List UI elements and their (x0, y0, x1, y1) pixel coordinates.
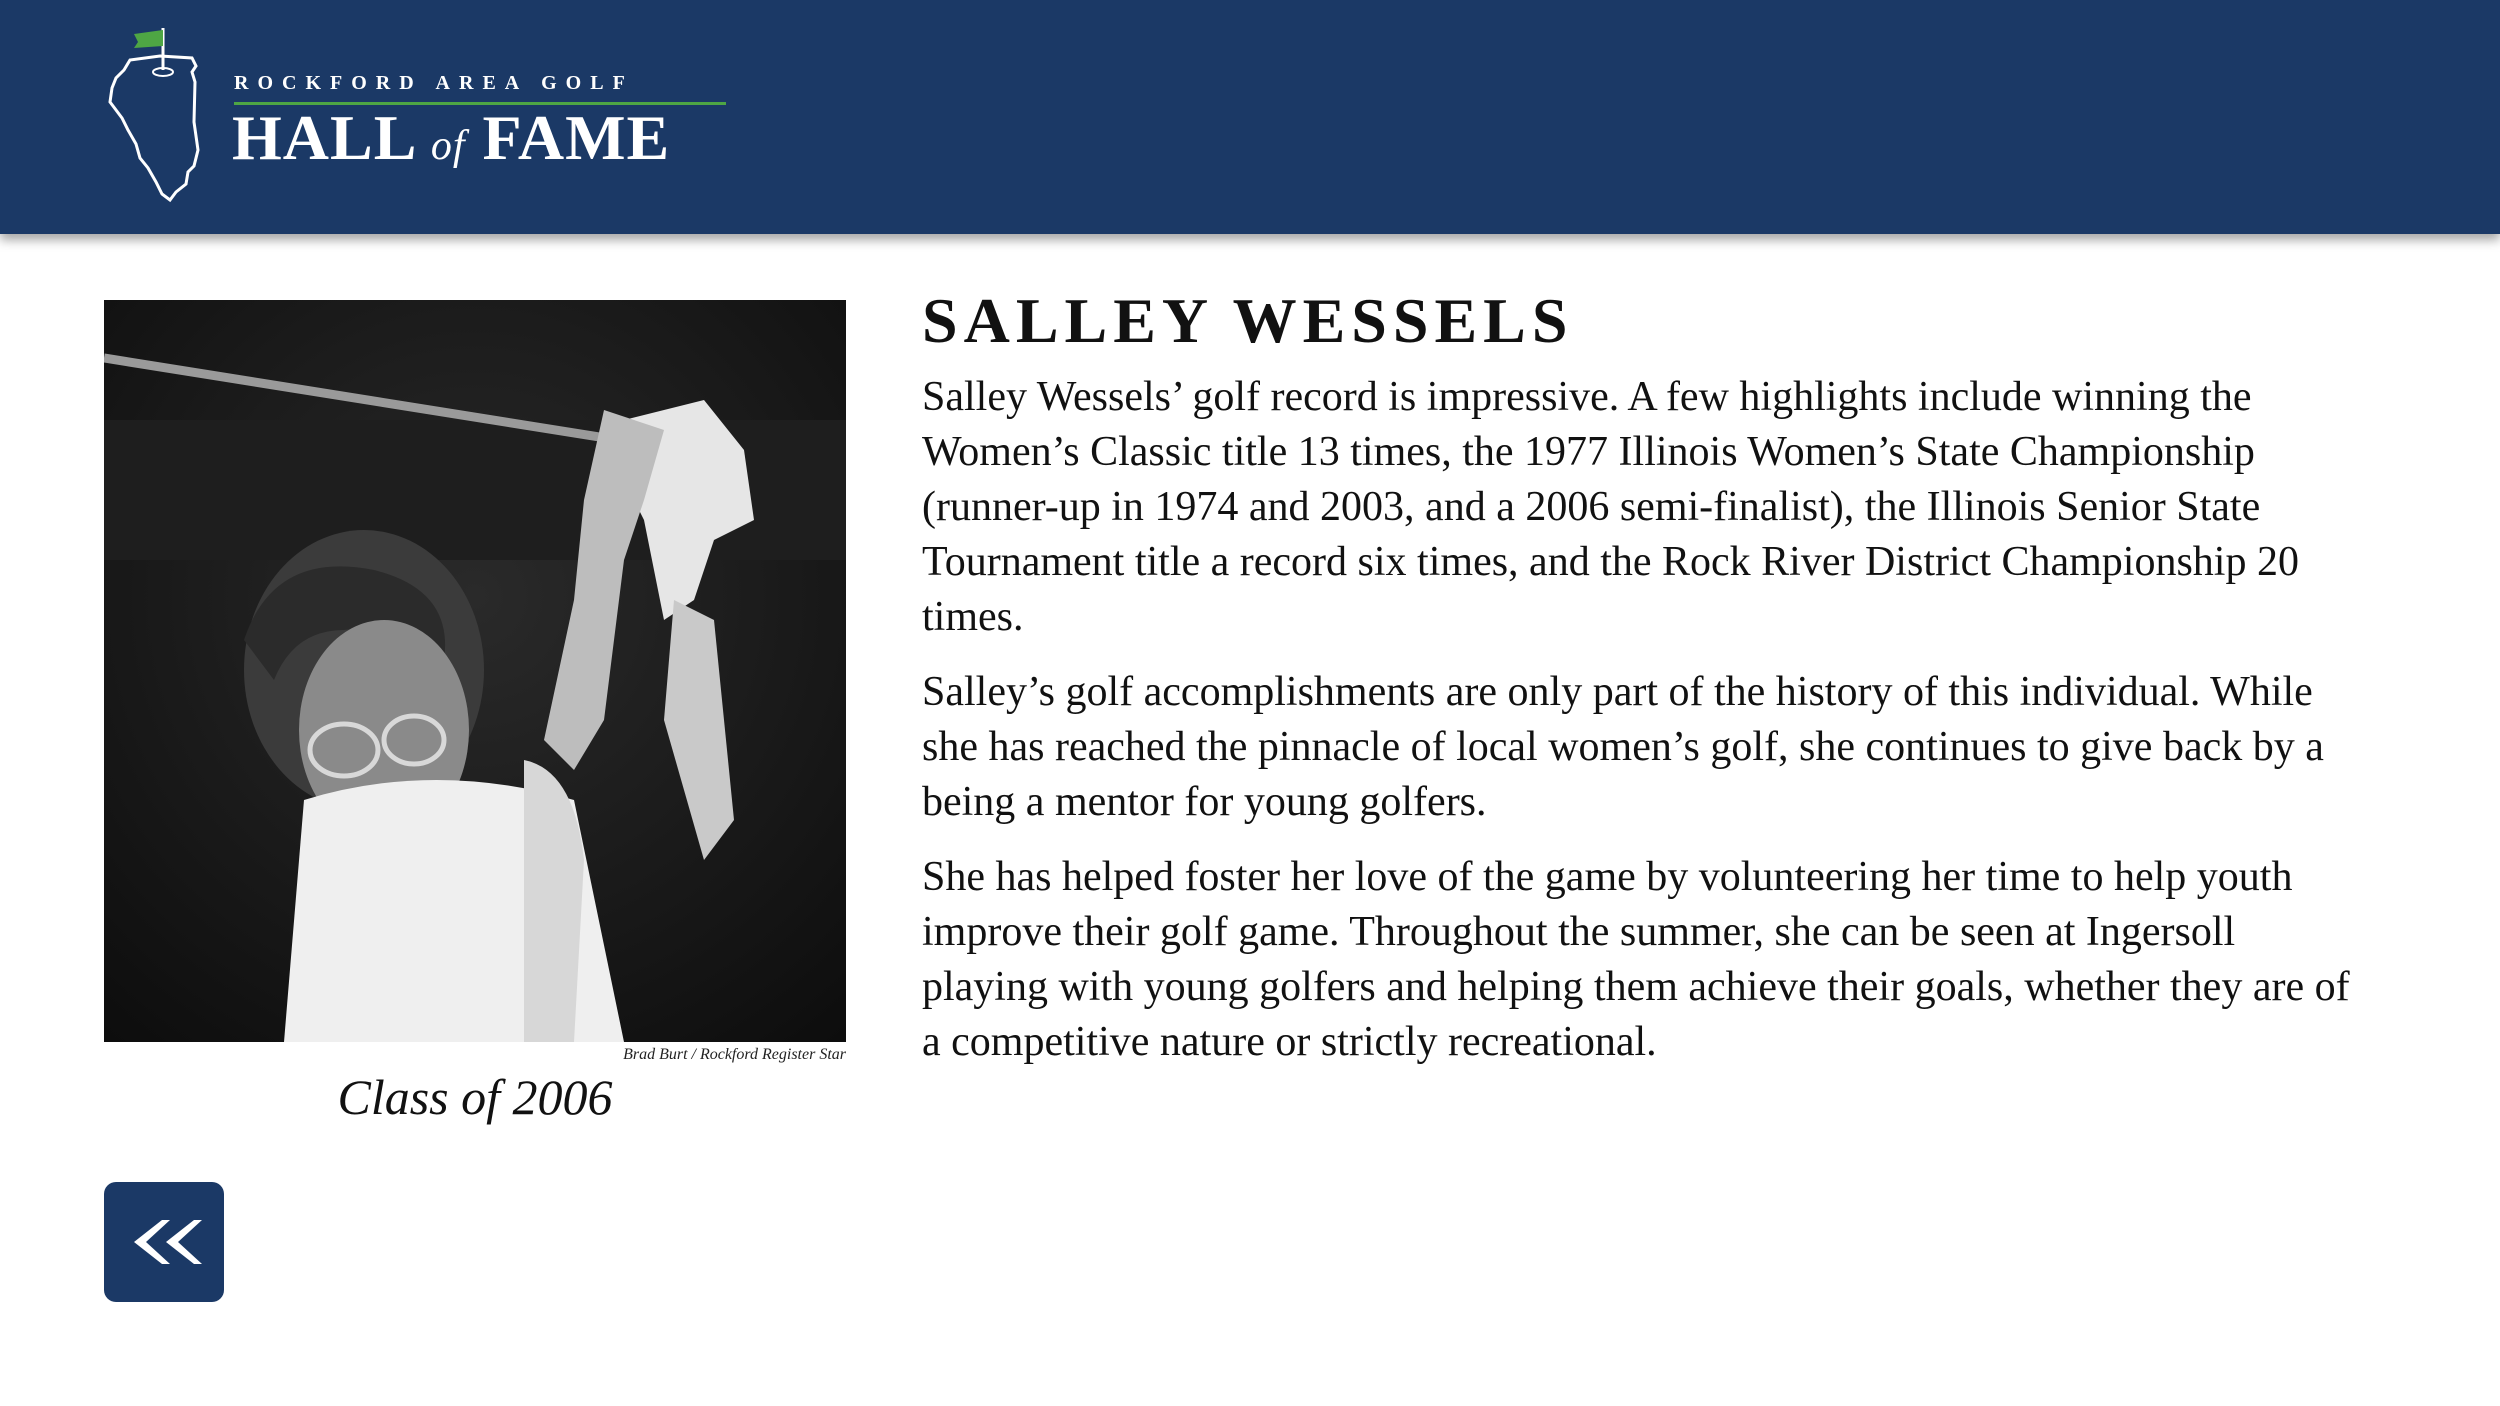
bio-paragraph-2: Salley’s golf accomplishments are only part of the history of this individual. While she has reached the pinnacle of local women’s golf, she continues to give back by a being a mentor for young golfers. (922, 668, 2324, 825)
double-chevron-left-icon (104, 1182, 224, 1302)
logo-title-right: FAME (482, 102, 671, 173)
hall-of-fame-logo (100, 22, 671, 204)
logo-title-left: HALL (232, 102, 414, 173)
logo-title (232, 102, 671, 173)
logo-subtitle: ROCKFORD AREA GOLF (234, 72, 634, 94)
bio-paragraph-1: Salley Wessels’ golf record is impressive. A few highlights include winning the Women’s Classic title 13 times, the 1977 Illinois Women’s State Championship (runner-up in 1974 and 2003, and a 2006 semi-finalist), the Illinois Senior State Tournament title a record six times, and the Rock River District Championship 20 times. (922, 373, 2299, 640)
inductee-name: SALLEY WESSELS (922, 285, 1574, 356)
illinois-flag-icon (100, 22, 230, 204)
back-button[interactable] (104, 1182, 224, 1302)
inductee-photo (104, 300, 846, 1042)
class-label: Class of 2006 (337, 1069, 613, 1125)
bio-paragraph-3: She has helped foster her love of the game by volunteering her time to help youth improve their golf game. Throughout the summer, she can be seen at Ingersoll playing with young golfers and helping them achieve their goals, whether they are of a competitive nature or strictly recreational. (922, 853, 2350, 1065)
photo-credit: Brad Burt / Rockford Register Star (623, 1046, 846, 1063)
header-bar (0, 0, 2500, 234)
inductee-bio (922, 284, 2362, 1090)
logo-title-of: of (430, 123, 466, 169)
